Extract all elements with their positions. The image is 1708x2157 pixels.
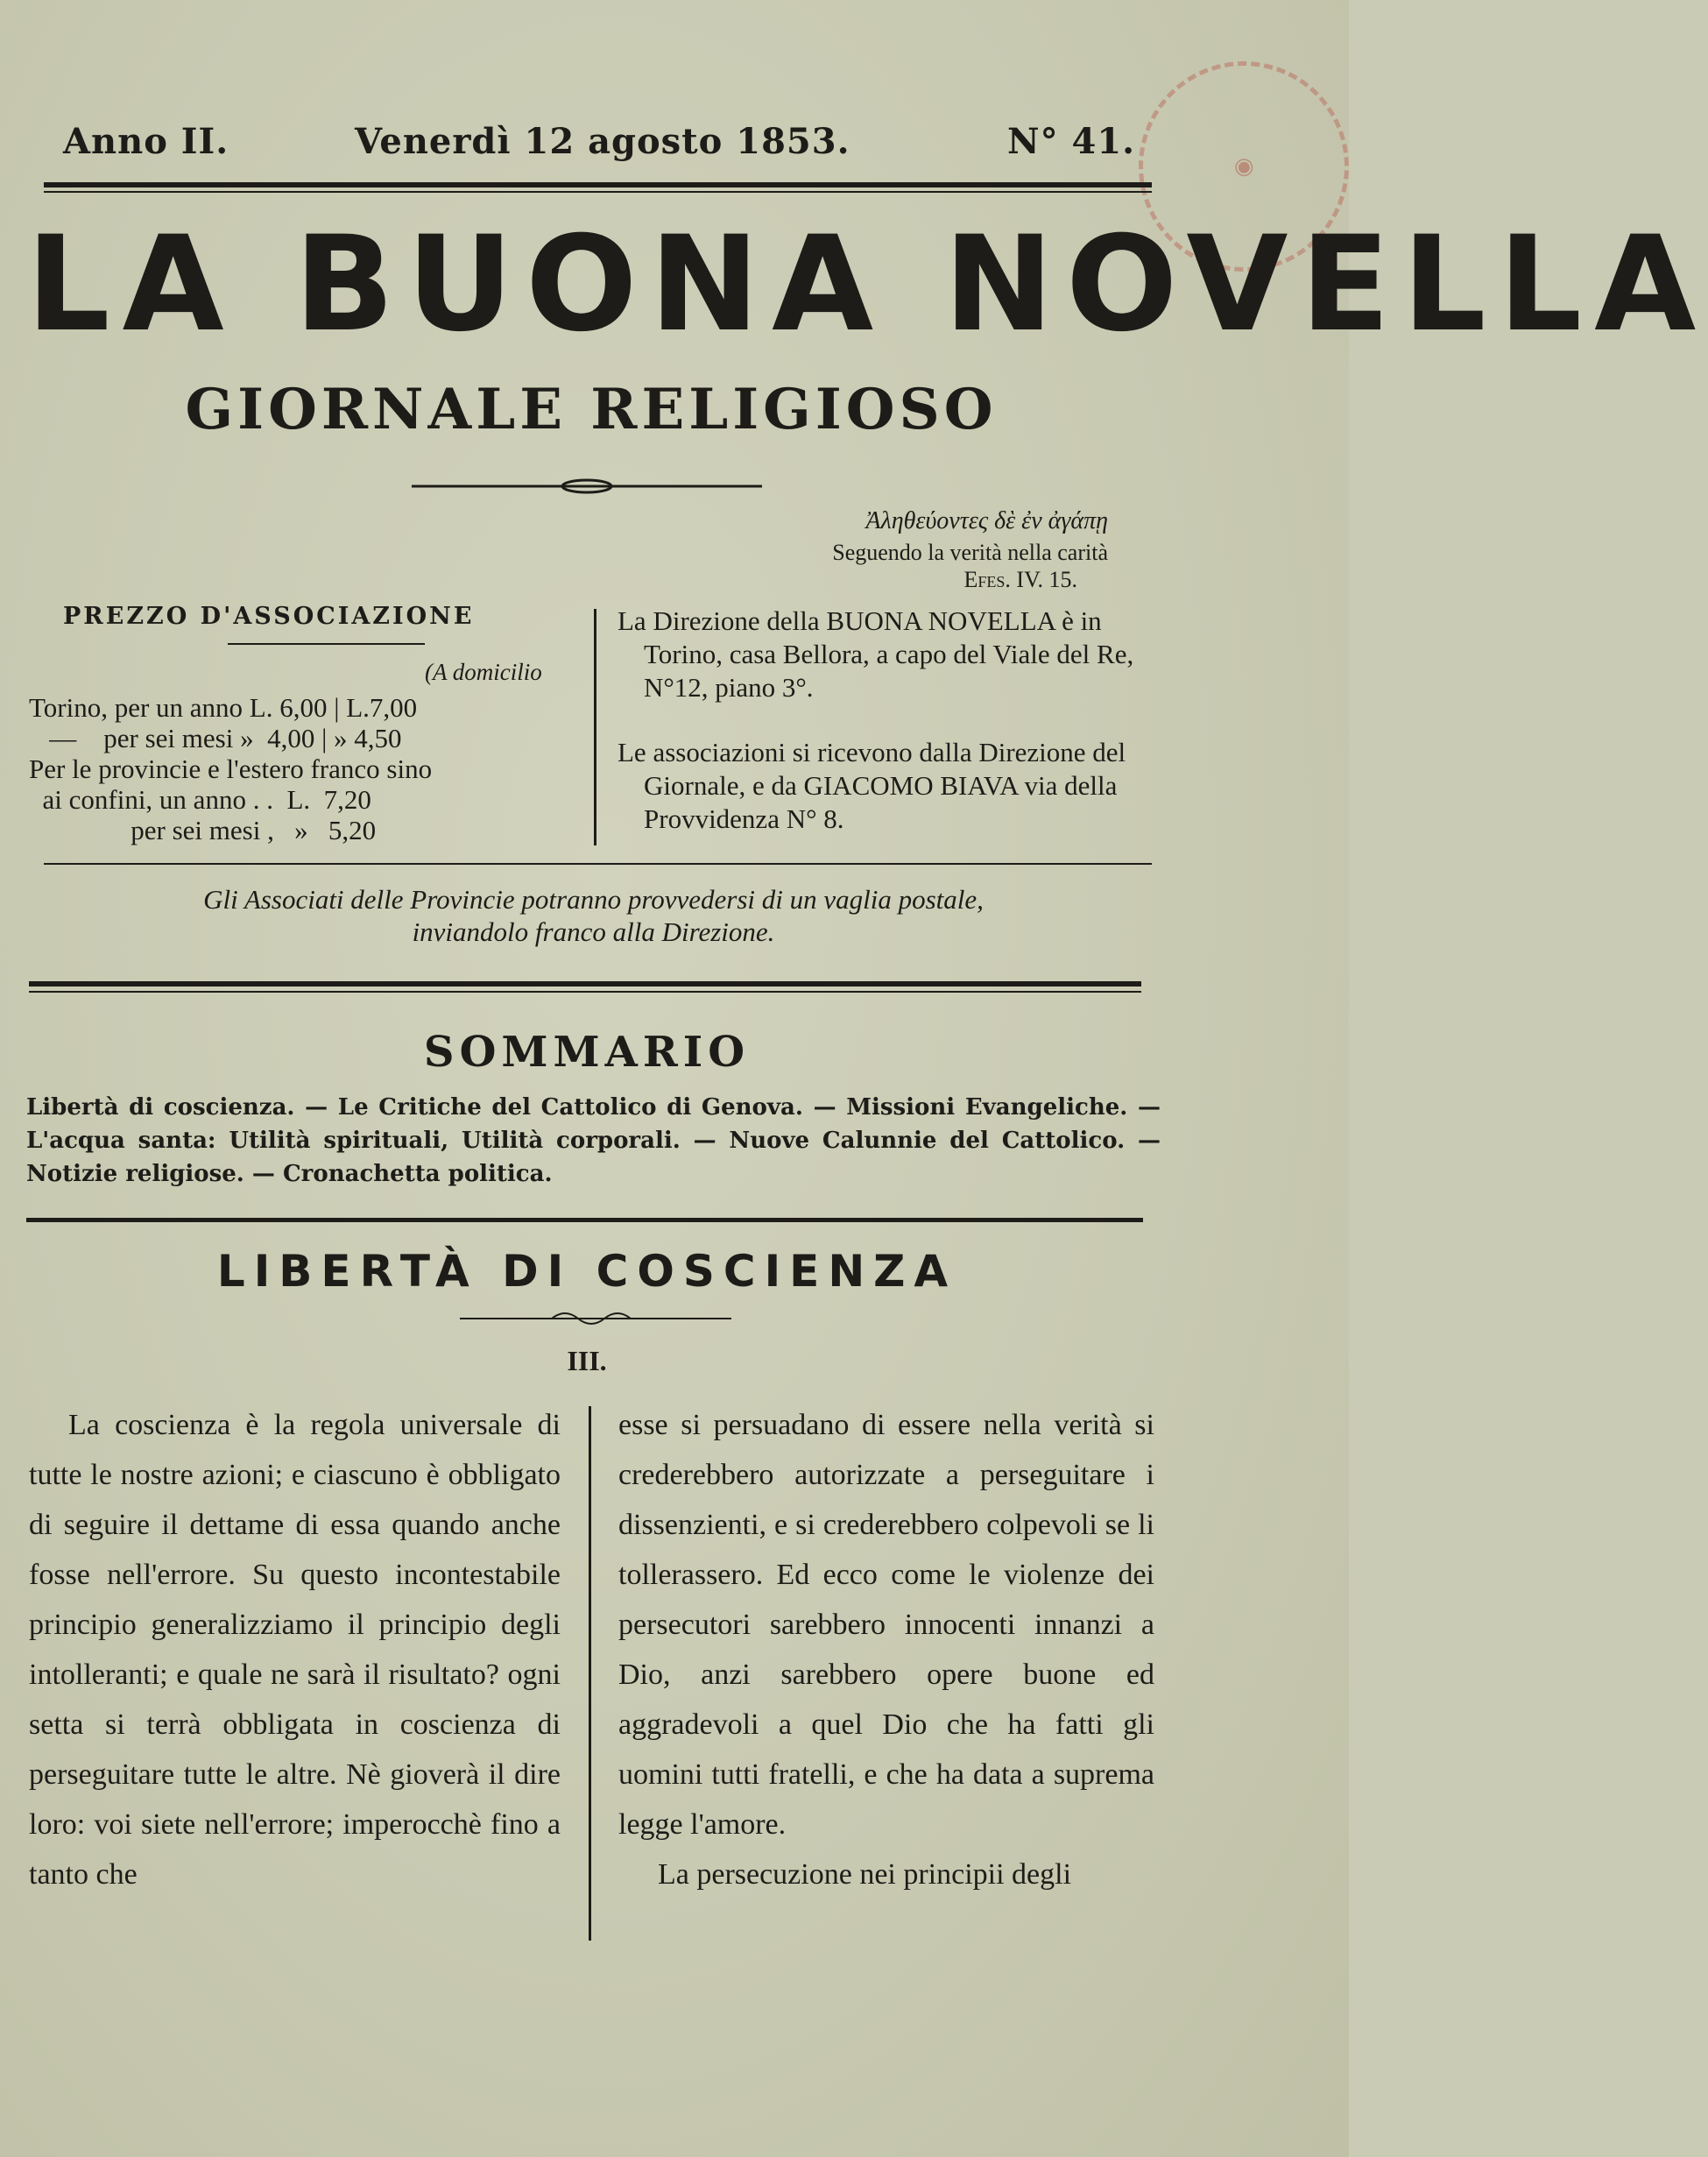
price-heading-rule	[228, 643, 425, 645]
price-column-rule	[594, 609, 596, 845]
masthead-subtitle: GIORNALE RELIGIOSO	[185, 377, 998, 442]
motto-greek: Ἀληθεύοντες δὲ ἐν ἀγάπῃ	[865, 507, 1108, 534]
direction-paragraph: La Direzione della BUONA NOVELLA è in Torino, casa Bellora, a capo del Viale del Re, N°12, piano 3°.	[618, 605, 1134, 703]
subscription-paragraph: Le associazioni si ricevono dalla Direzione del Giornale, e da GIACOMO BIAVA via della Provvidenza N° 8.	[618, 737, 1126, 834]
summary-text: Libertà di coscienza. — Le Critiche del Cattolico di Genova. — Missioni Evangeliche. — L'acqua santa: Utilità spirituali, Utilità corporali. — Nuove Calunnie del Cattolico. — Notizie religiose. — Cronachetta politica.	[26, 1094, 1161, 1187]
header-rule-thin	[44, 191, 1152, 193]
price-line-3: Per le provincie e l'estero franco sino	[29, 753, 433, 784]
issue-number: N° 41.	[1007, 121, 1136, 162]
notice	[35, 883, 1152, 948]
article-right-paragraph-2: La persecuzione nei principii degli	[658, 1858, 1072, 1891]
article-part-number: III.	[567, 1345, 607, 1376]
price-heading: PREZZO D'ASSOCIAZIONE	[63, 603, 475, 630]
price-line-4: ai confini, un anno . . L. 7,20	[29, 784, 371, 815]
notice-line-2: inviandolo franco alla Direzione.	[412, 916, 775, 947]
article-left-paragraph: La coscienza è la regola universale di tutte le nostre azioni; e ciascuno è obbligato di seguire il dettame di essa quando anche fosse nell'errore. Su questo incontestabile principio generalizziamo il principio degli intolleranti; e quale ne sarà il risultato? ogni setta si terrà obbligata in coscienza di perseguitare tutte le altre. Nè gioverà il dire loro: voi siete nell'errore; imperocchè fino a tanto che	[29, 1409, 561, 1891]
article-ornament	[455, 1305, 736, 1332]
archive-stamp: ◉	[1112, 34, 1376, 299]
price-line-5: per sei mesi , » 5,20	[29, 815, 377, 845]
summary-title: SOMMARIO	[423, 1028, 751, 1077]
issue-year: Anno II.	[63, 121, 229, 162]
notice-top-rule	[44, 863, 1152, 865]
ornament-divider	[403, 473, 771, 499]
price-note: (A domicilio	[425, 659, 542, 685]
article-title: LIBERTÀ DI COSCIENZA	[216, 1246, 957, 1297]
notice-line-1: Gli Associati delle Provincie potranno provvedersi di un vaglia postale,	[203, 884, 984, 915]
motto-reference: Efes. IV. 15.	[963, 567, 1077, 592]
price-line-2: — per sei mesi » 4,00 | » 4,50	[29, 723, 402, 753]
article-column-right	[618, 1400, 1154, 1899]
motto-italian: Seguendo la verità nella carità	[832, 540, 1108, 565]
issue-date: Venerdì 12 agosto 1853.	[355, 121, 850, 162]
header-rule	[44, 182, 1152, 187]
article-column-rule	[589, 1406, 591, 1941]
article-column-left	[29, 1400, 561, 1899]
price-line-1: Torino, per un anno L. 6,00 | L.7,00	[29, 692, 418, 723]
summary-rule	[26, 1218, 1143, 1222]
section-rule-thin	[29, 991, 1141, 993]
masthead-title: LA BUONA NOVELLA	[26, 209, 1708, 361]
article-right-paragraph-1: esse si persuadano di essere nella verità si crederebbero autorizzate a perseguitare i dissenzienti, e si crederebbero colpevoli se li tollerassero. Ed ecco come le violenze dei persecutori sarebbero innocenti innanzi a Dio, anzi sarebbero opere buone ed aggradevoli a quel Dio che ha fatti gli uomini tutti fratelli, e che ha data a suprema legge l'amore.	[618, 1409, 1154, 1841]
section-rule	[29, 981, 1141, 987]
